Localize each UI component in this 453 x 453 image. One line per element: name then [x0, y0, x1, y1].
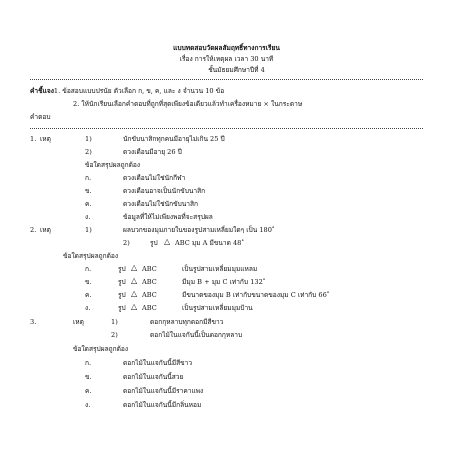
q3-premise2-num: 2)	[111, 331, 118, 339]
instructions-text1: 1. ข้อสอบแบบปรนัย ตัวเลือก ก, ข, ค, และ ง จำนวน 10 ข้อ	[53, 87, 225, 95]
q1-option-a-text[interactable]: ดวงเดือนไม่ใช่นักกีฬา	[123, 174, 186, 182]
q1-premise1-num: 1)	[85, 135, 92, 143]
q2-option-b-name[interactable]: ABC	[142, 278, 157, 286]
q1-premise2-num: 2)	[85, 148, 92, 156]
q3-premise2: ดอกไม้ในแจกันนี้เป็นดอกกุหลาบ	[150, 331, 243, 339]
q2-option-d-pre[interactable]: รูป	[118, 304, 126, 312]
q3-number: 3.	[30, 318, 37, 326]
q3-option-c-letter[interactable]: ค.	[85, 387, 92, 395]
q2-option-d-letter[interactable]: ง.	[85, 304, 91, 312]
q1-premise2: ดวงเดือนมีอายุ 26 ปี	[123, 148, 182, 156]
triangle-icon: △	[131, 263, 138, 272]
q2-premise2: ABC มุม A มีขนาด 48 ํ	[175, 239, 244, 247]
q1-conclusion-label: ข้อใดสรุปผลถูกต้อง	[85, 161, 141, 169]
q2-option-a-name[interactable]: ABC	[142, 265, 157, 273]
q3-conclusion-label: ข้อใดสรุปผลถูกต้อง	[73, 345, 129, 353]
triangle-icon: △	[131, 276, 138, 285]
instructions-label: คำชี้แจง	[30, 87, 54, 95]
q1-option-c-text[interactable]: ดวงเดือนไม่ใช่นักขับนาสิก	[123, 200, 198, 208]
q2-conclusion-label: ข้อใดสรุปผลถูกต้อง	[63, 252, 119, 260]
q1-option-d-text[interactable]: ข้อมูลที่ให้ไม่เพียงพอที่จะสรุปผล	[123, 213, 213, 221]
instructions-line1	[30, 87, 224, 95]
q2-given-label: เหตุ	[40, 226, 51, 234]
q2-option-c-text[interactable]: มีขนาดของมุม B เท่ากับขนาดของมุม C เท่ากับ 66 ํ	[182, 291, 330, 299]
q1-option-d-letter[interactable]: ง.	[85, 213, 91, 221]
instructions-line2: 2. ให้นักเรียนเลือกคำตอบที่ถูกที่สุดเพียงข้อเดียวแล้วทำเครื่องหมาย × ในกระดาษ	[73, 100, 303, 108]
q2-premise2-pre: รูป	[150, 239, 158, 247]
q2-option-b-letter[interactable]: ข.	[85, 278, 92, 286]
q1-premise1: นักขับนาสิกทุกคนมีอายุไม่เกิน 25 ปี	[123, 135, 225, 143]
q2-option-d-name[interactable]: ABC	[142, 304, 157, 312]
q2-premise2-num: 2)	[123, 239, 130, 247]
q2-option-a-text[interactable]: เป็นรูปสามเหลี่ยมมุมแหลม	[182, 265, 258, 273]
q1-option-a-letter[interactable]: ก.	[85, 174, 92, 182]
q2-option-c-letter[interactable]: ค.	[85, 291, 92, 299]
exam-subject-line: เรื่อง การให้เหตุผล เวลา 30 นาที	[179, 55, 274, 63]
q3-option-b-text[interactable]: ดอกไม้ในแจกันนี้สวย	[123, 373, 184, 381]
q3-premise1-num: 1)	[111, 318, 118, 326]
q2-option-b-pre[interactable]: รูป	[118, 278, 126, 286]
q1-number: 1.	[30, 135, 37, 143]
q3-option-d-text[interactable]: ดอกไม้ในแจกันนี้มีกลิ่นหอม	[123, 401, 202, 409]
q2-option-c-name[interactable]: ABC	[142, 291, 157, 299]
triangle-icon: △	[131, 289, 138, 298]
q2-premise1-num: 1)	[85, 226, 92, 234]
divider-top	[30, 79, 423, 80]
divider-bottom	[30, 128, 423, 129]
q3-option-c-text[interactable]: ดอกไม้ในแจกันนี้มีราคาแพง	[123, 387, 204, 395]
q3-option-a-letter[interactable]: ก.	[85, 359, 92, 367]
q3-option-a-text[interactable]: ดอกไม้ในแจกันนี้มีสีขาว	[123, 359, 193, 367]
q3-option-d-letter[interactable]: ง.	[85, 401, 91, 409]
instructions-line3: คำตอบ	[30, 113, 51, 121]
q1-option-b-letter[interactable]: ข.	[85, 187, 92, 195]
q2-option-a-letter[interactable]: ก.	[85, 265, 92, 273]
q3-option-b-letter[interactable]: ข.	[85, 373, 92, 381]
q2-option-c-pre[interactable]: รูป	[118, 291, 126, 299]
q2-number: 2.	[30, 226, 37, 234]
triangle-icon: △	[164, 237, 171, 246]
triangle-icon: △	[131, 302, 138, 311]
exam-grade: ชั้นมัธยมศึกษาปีที่ 4	[208, 66, 265, 74]
q2-premise1: ผลบวกของมุมภายในของรูปสามเหลี่ยมใดๆ เป็น 180 ํ	[123, 226, 275, 234]
q1-given-label: เหตุ	[40, 135, 51, 143]
q1-option-b-text[interactable]: ดวงเดือนอาจเป็นนักขับนาสิก	[123, 187, 206, 195]
q3-premise1: ดอกกุหลาบทุกดอกมีสีขาว	[150, 318, 224, 326]
q2-option-d-text[interactable]: เป็นรูปสามเหลี่ยมมุมป้าน	[182, 304, 253, 312]
q1-option-c-letter[interactable]: ค.	[85, 200, 92, 208]
exam-title: แบบทดสอบวัดผลสัมฤทธิ์ทางการเรียน	[173, 44, 280, 52]
q2-option-b-text[interactable]: มีมุม B + มุม C เท่ากับ 132 ํ	[182, 278, 266, 286]
q2-option-a-pre[interactable]: รูป	[118, 265, 126, 273]
q3-given-label: เหตุ	[73, 318, 84, 326]
